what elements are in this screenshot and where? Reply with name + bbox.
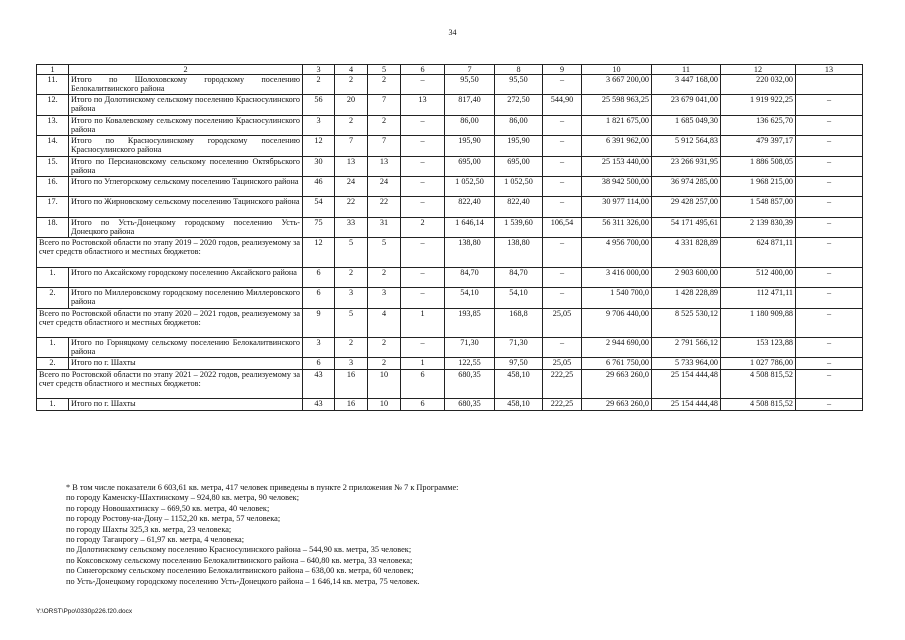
table-cell: 2 bbox=[335, 115, 368, 135]
table-cell: 680,35 bbox=[445, 369, 495, 399]
table-cell: 22 bbox=[335, 197, 368, 217]
table-cell: – bbox=[401, 267, 445, 287]
row-name: Итого по Красносулинскому городскому поселению Красносулинского района bbox=[69, 136, 303, 156]
table-cell: 10 bbox=[368, 399, 401, 410]
section-label: Всего по Ростовской области по этапу 2020 – 2021 годов, реализуемому за счет средств областного и местных бюджетов: bbox=[37, 308, 303, 338]
table-cell: 680,35 bbox=[445, 399, 495, 410]
table-cell: 2 bbox=[368, 267, 401, 287]
section-label: Всего по Ростовской области по этапу 2021 – 2022 годов, реализуемому за счет средств областного и местных бюджетов: bbox=[37, 369, 303, 399]
table-cell: – bbox=[401, 197, 445, 217]
table-cell: – bbox=[796, 115, 863, 135]
table-cell: 544,90 bbox=[543, 95, 582, 115]
table-cell: – bbox=[796, 267, 863, 287]
amount-cell: 25 598 963,25 bbox=[582, 95, 652, 115]
amount-cell: 1 821 675,00 bbox=[582, 115, 652, 135]
amount-cell: 3 447 168,00 bbox=[652, 75, 721, 95]
table-cell: 12 bbox=[303, 136, 335, 156]
amount-cell: 4 508 815,52 bbox=[721, 399, 796, 410]
amount-cell: 1 540 700,0 bbox=[582, 288, 652, 308]
table-row bbox=[37, 136, 863, 156]
table-cell: 54,10 bbox=[445, 288, 495, 308]
column-header: 9 bbox=[543, 65, 582, 75]
table-cell: – bbox=[401, 136, 445, 156]
amount-cell: 624 871,11 bbox=[721, 238, 796, 268]
table-cell: 20 bbox=[335, 95, 368, 115]
table-cell: 138,80 bbox=[445, 238, 495, 268]
row-name: Итого по Жирновскому сельскому поселению Тацинского района bbox=[69, 197, 303, 217]
row-number: 1. bbox=[37, 267, 69, 287]
table-cell: 22 bbox=[368, 197, 401, 217]
table-cell: 5 bbox=[335, 308, 368, 338]
table-cell: – bbox=[401, 156, 445, 176]
amount-cell: 512 400,00 bbox=[721, 267, 796, 287]
amount-cell: 5 733 964,00 bbox=[652, 358, 721, 369]
table-cell: – bbox=[796, 238, 863, 268]
row-name: Итого по Горняцкому сельскому поселению Белокалитвинского района bbox=[69, 338, 303, 358]
table-cell: 2 bbox=[335, 267, 368, 287]
row-name: Итого по Персиановскому сельскому поселению Октябрьского района bbox=[69, 156, 303, 176]
column-header: 12 bbox=[721, 65, 796, 75]
row-name: Итого по г. Шахты bbox=[69, 399, 303, 410]
table-cell: 13 bbox=[401, 95, 445, 115]
table-row bbox=[37, 288, 863, 308]
table-cell: – bbox=[796, 358, 863, 369]
column-header: 11 bbox=[652, 65, 721, 75]
amount-cell: 23 266 931,95 bbox=[652, 156, 721, 176]
amount-cell: 9 706 440,00 bbox=[582, 308, 652, 338]
row-number: 1. bbox=[37, 399, 69, 410]
row-number: 2. bbox=[37, 358, 69, 369]
amount-cell: 4 508 815,52 bbox=[721, 369, 796, 399]
table-row bbox=[37, 358, 863, 369]
amount-cell: 136 625,70 bbox=[721, 115, 796, 135]
amount-cell: 479 397,17 bbox=[721, 136, 796, 156]
row-number: 2. bbox=[37, 288, 69, 308]
table-row bbox=[37, 217, 863, 237]
amount-cell: 2 903 600,00 bbox=[652, 267, 721, 287]
amount-cell: 1 548 857,00 bbox=[721, 197, 796, 217]
amount-cell: 5 912 564,83 bbox=[652, 136, 721, 156]
column-header: 5 bbox=[368, 65, 401, 75]
amount-cell: 2 139 830,39 bbox=[721, 217, 796, 237]
amount-cell: 1 886 508,05 bbox=[721, 156, 796, 176]
table-cell: 24 bbox=[368, 176, 401, 196]
table-cell: 458,10 bbox=[495, 399, 543, 410]
table-row bbox=[37, 176, 863, 196]
row-number: 13. bbox=[37, 115, 69, 135]
amount-cell: 1 919 922,25 bbox=[721, 95, 796, 115]
row-number: 16. bbox=[37, 176, 69, 196]
footnote-line: по городу Таганрогу – 61,97 кв. метра, 4 человека; bbox=[66, 535, 245, 545]
table-cell: 95,50 bbox=[445, 75, 495, 95]
amount-cell: 36 974 285,00 bbox=[652, 176, 721, 196]
table-cell: 54,10 bbox=[495, 288, 543, 308]
table-cell: 6 bbox=[303, 288, 335, 308]
table-cell: – bbox=[796, 176, 863, 196]
table-cell: 9 bbox=[303, 308, 335, 338]
footnote-line: по Долотинскому сельскому поселению Красносулинского района – 544,90 кв. метра, 35 человек; bbox=[66, 545, 412, 555]
table-row bbox=[37, 75, 863, 95]
table-cell: 1 052,50 bbox=[495, 176, 543, 196]
amount-cell: 30 977 114,00 bbox=[582, 197, 652, 217]
table-cell: 13 bbox=[368, 156, 401, 176]
amount-cell: 1 027 786,00 bbox=[721, 358, 796, 369]
amount-cell: 29 428 257,00 bbox=[652, 197, 721, 217]
table-cell: – bbox=[543, 176, 582, 196]
table-cell: 122,55 bbox=[445, 358, 495, 369]
table-cell: 3 bbox=[368, 288, 401, 308]
amount-cell: 54 171 495,61 bbox=[652, 217, 721, 237]
table-cell: 2 bbox=[335, 75, 368, 95]
table-cell: 1 bbox=[401, 308, 445, 338]
table-cell: 2 bbox=[335, 338, 368, 358]
amount-cell: 2 944 690,00 bbox=[582, 338, 652, 358]
table-row bbox=[37, 338, 863, 358]
table-cell: 5 bbox=[335, 238, 368, 268]
table-cell: – bbox=[401, 75, 445, 95]
table-cell: 12 bbox=[303, 238, 335, 268]
table-row bbox=[37, 156, 863, 176]
amount-cell: 4 956 700,00 bbox=[582, 238, 652, 268]
table-cell: 6 bbox=[401, 399, 445, 410]
column-header: 1 bbox=[37, 65, 69, 75]
table-cell: 5 bbox=[368, 238, 401, 268]
table-cell: 138,80 bbox=[495, 238, 543, 268]
table-cell: – bbox=[401, 238, 445, 268]
table-cell: 43 bbox=[303, 369, 335, 399]
footnote-line: по городу Каменску-Шахтинскому – 924,80 кв. метра, 90 человек; bbox=[66, 493, 300, 503]
table-cell: 3 bbox=[303, 115, 335, 135]
footnote-line: по городу Шахты 325,3 кв. метра, 23 человека; bbox=[66, 524, 232, 534]
table-row bbox=[37, 115, 863, 135]
table-cell: 695,00 bbox=[445, 156, 495, 176]
table-cell: 195,90 bbox=[445, 136, 495, 156]
column-header: 7 bbox=[445, 65, 495, 75]
table-cell: 30 bbox=[303, 156, 335, 176]
amount-cell: 112 471,11 bbox=[721, 288, 796, 308]
row-name: Итого по Усть-Донецкому городскому поселению Усть-Донецкого района bbox=[69, 217, 303, 237]
column-header: 4 bbox=[335, 65, 368, 75]
row-number: 18. bbox=[37, 217, 69, 237]
amount-cell: 25 154 444,48 bbox=[652, 399, 721, 410]
amount-cell: 8 525 530,12 bbox=[652, 308, 721, 338]
table-cell: 695,00 bbox=[495, 156, 543, 176]
amount-cell: 3 416 000,00 bbox=[582, 267, 652, 287]
amount-cell: 2 791 566,12 bbox=[652, 338, 721, 358]
table-cell: 2 bbox=[368, 338, 401, 358]
table-cell: 817,40 bbox=[445, 95, 495, 115]
table-cell: – bbox=[796, 156, 863, 176]
table-header-row bbox=[37, 65, 863, 75]
table-cell: 3 bbox=[335, 288, 368, 308]
footnote-line: по городу Ростову-на-Дону – 1152,20 кв. метра, 57 человека; bbox=[66, 514, 281, 524]
table-cell: 272,50 bbox=[495, 95, 543, 115]
table-cell: 31 bbox=[368, 217, 401, 237]
table-cell: 4 bbox=[368, 308, 401, 338]
table-cell: 54 bbox=[303, 197, 335, 217]
table-cell: 71,30 bbox=[495, 338, 543, 358]
table-cell: – bbox=[543, 238, 582, 268]
row-number: 15. bbox=[37, 156, 69, 176]
table-cell: – bbox=[796, 136, 863, 156]
footnote-line: * В том числе показатели 6 603,61 кв. метра, 417 человек приведены в пункте 2 приложения № 7 к Программе: bbox=[66, 483, 459, 492]
table-cell: – bbox=[796, 308, 863, 338]
amount-cell: 6 761 750,00 bbox=[582, 358, 652, 369]
table-cell: – bbox=[796, 217, 863, 237]
amount-cell: 153 123,88 bbox=[721, 338, 796, 358]
table-cell: 222,25 bbox=[543, 369, 582, 399]
table-cell: 6 bbox=[303, 267, 335, 287]
table-cell: – bbox=[543, 115, 582, 135]
table-cell: – bbox=[796, 197, 863, 217]
table-cell: – bbox=[543, 75, 582, 95]
table-cell: 2 bbox=[368, 75, 401, 95]
row-name: Итого по Миллеровскому городскому поселению Миллеровского района bbox=[69, 288, 303, 308]
table-cell: 16 bbox=[335, 369, 368, 399]
table-cell: 25,05 bbox=[543, 358, 582, 369]
footnote-line: по Усть-Донецкому городскому поселению Усть-Донецкого района – 1 646,14 кв. метра, 75 человек. bbox=[66, 576, 420, 586]
table-cell: – bbox=[543, 267, 582, 287]
amount-cell: 220 032,00 bbox=[721, 75, 796, 95]
table-cell bbox=[796, 75, 863, 95]
section-total-row bbox=[37, 308, 863, 338]
amount-cell: 25 154 444,48 bbox=[652, 369, 721, 399]
table-cell: 7 bbox=[335, 136, 368, 156]
table-cell: 106,54 bbox=[543, 217, 582, 237]
table-cell: 3 bbox=[335, 358, 368, 369]
row-name: Итого по Шолоховскому городскому поселению Белокалитвинского района bbox=[69, 75, 303, 95]
table-cell: 1 bbox=[401, 358, 445, 369]
table-cell: – bbox=[543, 338, 582, 358]
table-cell: 25,05 bbox=[543, 308, 582, 338]
table-cell: – bbox=[796, 338, 863, 358]
table-cell: 84,70 bbox=[445, 267, 495, 287]
table-cell: 56 bbox=[303, 95, 335, 115]
table-row bbox=[37, 399, 863, 410]
column-header: 10 bbox=[582, 65, 652, 75]
table-cell: – bbox=[796, 399, 863, 410]
table-cell: 2 bbox=[401, 217, 445, 237]
table-cell: 168,8 bbox=[495, 308, 543, 338]
file-path: Y:\ORST\Ppo\0330p226.f20.docx bbox=[36, 608, 133, 615]
table-cell: 84,70 bbox=[495, 267, 543, 287]
table-cell: – bbox=[796, 369, 863, 399]
section-label: Всего по Ростовской области по этапу 2019 – 2020 годов, реализуемому за счет средств областного и местных бюджетов: bbox=[37, 238, 303, 268]
table-cell: 6 bbox=[401, 369, 445, 399]
table-cell: 7 bbox=[368, 95, 401, 115]
table-cell: 3 bbox=[303, 338, 335, 358]
table-cell: 1 539,60 bbox=[495, 217, 543, 237]
table-cell: 2 bbox=[368, 115, 401, 135]
table-cell: 33 bbox=[335, 217, 368, 237]
table-cell: 6 bbox=[303, 358, 335, 369]
row-number: 1. bbox=[37, 338, 69, 358]
column-header: 13 bbox=[796, 65, 863, 75]
data-table bbox=[36, 64, 863, 411]
amount-cell: 1 180 909,88 bbox=[721, 308, 796, 338]
row-name: Итого по Углегорскому сельскому поселению Тацинского района bbox=[69, 176, 303, 196]
table-cell: 822,40 bbox=[495, 197, 543, 217]
table-cell: 7 bbox=[368, 136, 401, 156]
section-total-row bbox=[37, 238, 863, 268]
section-total-row bbox=[37, 369, 863, 399]
table-cell: – bbox=[543, 288, 582, 308]
table-cell: 71,30 bbox=[445, 338, 495, 358]
footnote-line: по городу Новошахтинску – 669,50 кв. метра, 40 человек; bbox=[66, 503, 270, 513]
table-row bbox=[37, 197, 863, 217]
column-header: 3 bbox=[303, 65, 335, 75]
amount-cell: 25 153 440,00 bbox=[582, 156, 652, 176]
row-name: Итого по Ковалевскому сельскому поселению Красносулинского района bbox=[69, 115, 303, 135]
table-cell: – bbox=[401, 176, 445, 196]
amount-cell: 6 391 962,00 bbox=[582, 136, 652, 156]
table-cell: 43 bbox=[303, 399, 335, 410]
table-row bbox=[37, 95, 863, 115]
row-name: Итого по г. Шахты bbox=[69, 358, 303, 369]
table-cell: – bbox=[796, 288, 863, 308]
table-cell: 2 bbox=[368, 358, 401, 369]
row-name: Итого по Долотинскому сельскому поселению Красносулинского района bbox=[69, 95, 303, 115]
column-header: 6 bbox=[401, 65, 445, 75]
table-cell: 1 052,50 bbox=[445, 176, 495, 196]
table-cell: – bbox=[401, 115, 445, 135]
row-number: 12. bbox=[37, 95, 69, 115]
table-cell: 193,85 bbox=[445, 308, 495, 338]
table-cell: – bbox=[796, 95, 863, 115]
page-number: 34 bbox=[448, 28, 457, 37]
table-cell: – bbox=[543, 197, 582, 217]
amount-cell: 1 968 215,00 bbox=[721, 176, 796, 196]
amount-cell: 38 942 500,00 bbox=[582, 176, 652, 196]
amount-cell: 29 663 260,0 bbox=[582, 369, 652, 399]
table-cell: 97,50 bbox=[495, 358, 543, 369]
amount-cell: 4 331 828,89 bbox=[652, 238, 721, 268]
footnote-line: по Коксовскому сельскому поселению Белокалитвинского района – 640,80 кв. метра, 33 человека; bbox=[66, 555, 413, 565]
row-number: 11. bbox=[37, 75, 69, 95]
table-row bbox=[37, 267, 863, 287]
amount-cell: 29 663 260,0 bbox=[582, 399, 652, 410]
table-cell: 222,25 bbox=[543, 399, 582, 410]
table-cell: – bbox=[543, 136, 582, 156]
row-name: Итого по Аксайскому городскому поселению Аксайского района bbox=[69, 267, 303, 287]
table-cell: – bbox=[401, 338, 445, 358]
table-cell: 16 bbox=[335, 399, 368, 410]
footnotes bbox=[66, 483, 866, 587]
table-cell: – bbox=[401, 288, 445, 308]
amount-cell: 56 311 326,00 bbox=[582, 217, 652, 237]
table-cell: 86,00 bbox=[495, 115, 543, 135]
table-cell: 10 bbox=[368, 369, 401, 399]
table-cell: 95,50 bbox=[495, 75, 543, 95]
amount-cell: 1 428 228,89 bbox=[652, 288, 721, 308]
amount-cell: 23 679 041,00 bbox=[652, 95, 721, 115]
table-cell: 24 bbox=[335, 176, 368, 196]
table-cell: – bbox=[543, 156, 582, 176]
column-header: 2 bbox=[69, 65, 303, 75]
table-cell: 822,40 bbox=[445, 197, 495, 217]
table-cell: 458,10 bbox=[495, 369, 543, 399]
table-cell: 86,00 bbox=[445, 115, 495, 135]
column-header: 8 bbox=[495, 65, 543, 75]
table-cell: 46 bbox=[303, 176, 335, 196]
table-cell: 195,90 bbox=[495, 136, 543, 156]
amount-cell: 3 667 200,00 bbox=[582, 75, 652, 95]
row-number: 14. bbox=[37, 136, 69, 156]
amount-cell: 1 685 049,30 bbox=[652, 115, 721, 135]
table-cell: 1 646,14 bbox=[445, 217, 495, 237]
row-number: 17. bbox=[37, 197, 69, 217]
footnote-line: по Синегорскому сельскому поселению Белокалитвинского района – 638,00 кв. метра, 60 человек; bbox=[66, 566, 414, 576]
table-cell: 2 bbox=[303, 75, 335, 95]
table-cell: 13 bbox=[335, 156, 368, 176]
table-cell: 75 bbox=[303, 217, 335, 237]
